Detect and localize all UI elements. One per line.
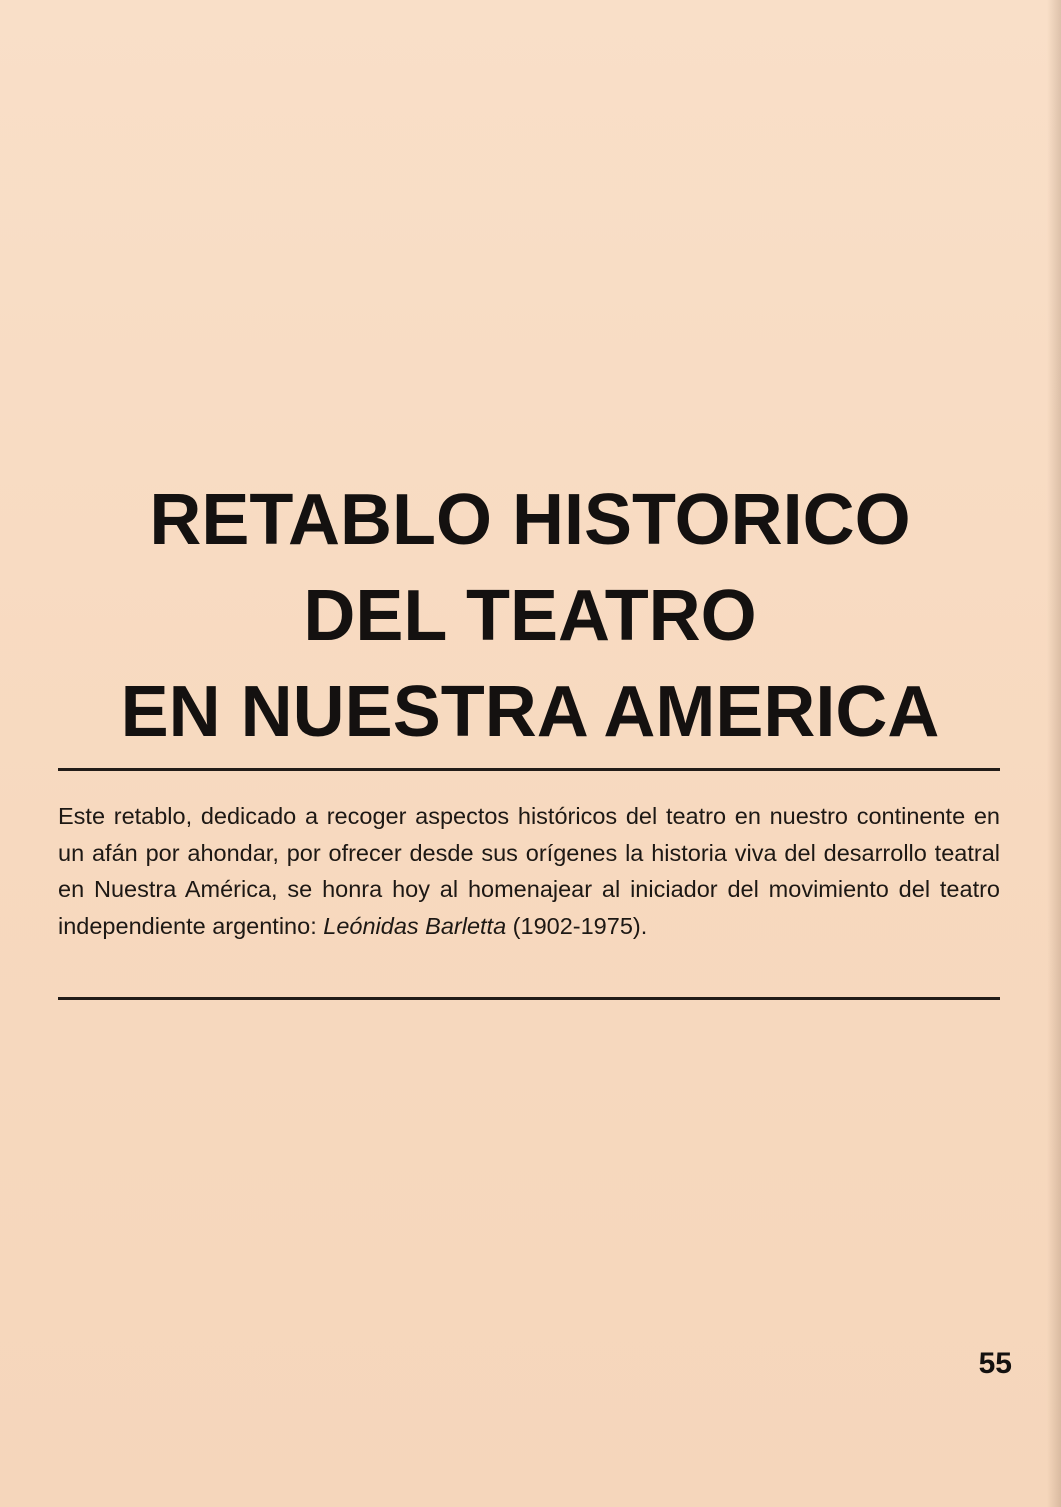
title-line-1: RETABLO HISTORICO [149, 480, 911, 560]
bottom-divider-rule [58, 997, 1000, 1000]
title-line-2: DEL TEATRO [303, 576, 757, 656]
page-edge-shadow [1047, 0, 1061, 1507]
article-title [60, 472, 1000, 760]
honoree-dates: (1902-1975). [506, 912, 648, 939]
intro-paragraph [58, 798, 1000, 944]
intro-text: Este retablo, dedicado a recoger aspectos históricos del teatro en nuestro continente en un afán por ahondar, por ofrecer desde sus orígenes la historia viva del desarrollo teatral en Nuestra América, se honra hoy al homenajear al iniciador del movimiento del teatro independiente argentino: [58, 803, 1000, 939]
title-line-3: EN NUESTRA AMERICA [120, 672, 940, 752]
honoree-name: Leónidas Barletta [323, 912, 507, 939]
top-divider-rule [58, 768, 1000, 771]
page-number: 55 [978, 1347, 1012, 1380]
